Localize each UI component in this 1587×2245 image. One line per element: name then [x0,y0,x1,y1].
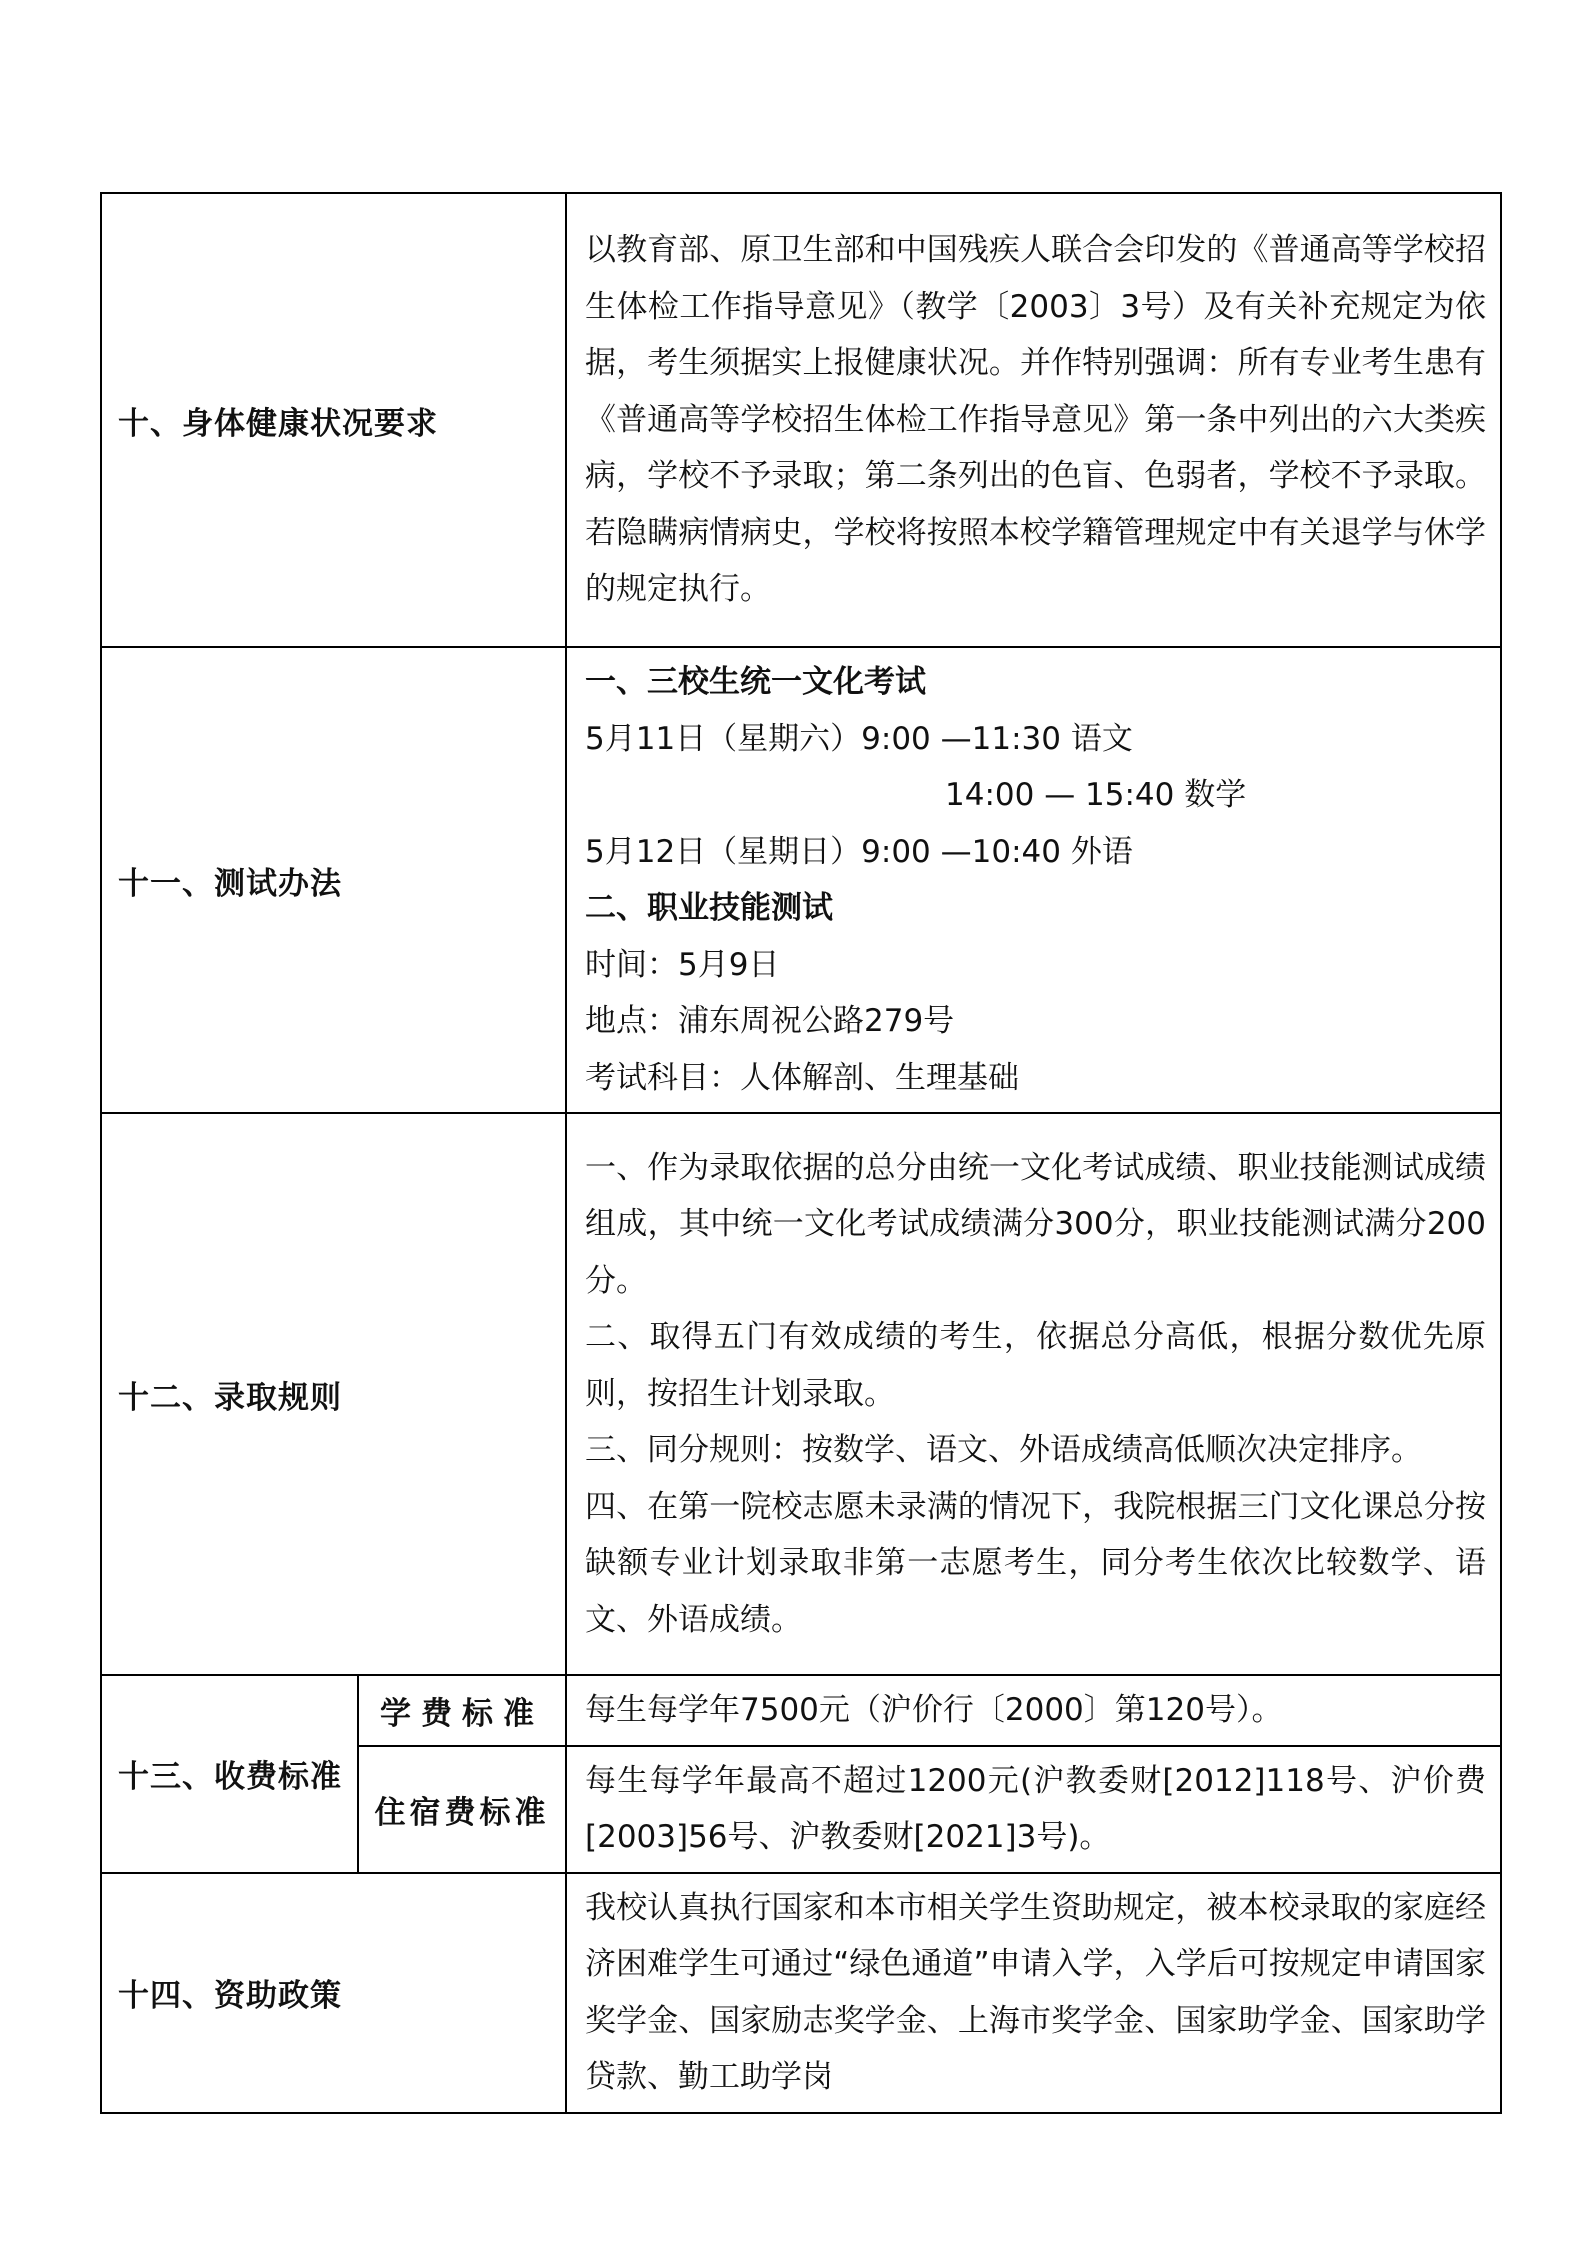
exam-schedule-line-1: 5月11日（星期六）9:00 —11:30 语文 [585,720,1133,757]
aid-policy-row [101,1873,1501,2113]
exam-schedule-line-2: 14:00 — 15:40 数学 [945,777,1247,813]
fees-row-tuition [101,1675,1501,1746]
skill-test-time: 时间：5月9日 [585,946,780,983]
lodging-value: 每生每学年最高不超过1200元(沪教委财[2012]118号、沪价费[2003]56号、沪教委财[2021]3号)。 [585,1762,1486,1855]
lodging-label: 住宿费标准 [358,1746,566,1873]
tuition-label: 学费标准 [358,1675,566,1746]
admission-rule-1: 一、作为录取依据的总分由统一文化考试成绩、职业技能测试成绩组成，其中统一文化考试成绩满分300分，职业技能测试满分200分。 [585,1149,1486,1299]
test-method-label: 十一、测试办法 [101,647,566,1113]
admission-rules-label: 十二、录取规则 [101,1113,566,1675]
fees-label: 十三、收费标准 [101,1675,358,1873]
admission-rule-4: 四、在第一院校志愿未录满的情况下，我院根据三门文化课总分按缺额专业计划录取非第一志愿考生，同分考生依次比较数学、语文、外语成绩。 [585,1488,1486,1638]
exam-schedule-line-3: 5月12日（星期日）9:00 —10:40 外语 [585,833,1133,870]
skill-test-subjects: 考试科目：人体解剖、生理基础 [585,1059,1019,1096]
test-method-content [566,647,1501,1113]
test-method-row [101,647,1501,1113]
skill-test-place: 地点：浦东周祝公路279号 [585,1003,955,1039]
tuition-value-cell [566,1675,1501,1746]
unified-exam-heading: 一、三校生统一文化考试 [585,664,926,700]
admission-rules-row [101,1113,1501,1675]
lodging-value-cell [566,1746,1501,1873]
health-requirements-text: 以教育部、原卫生部和中国残疾人联合会印发的《普通高等学校招生体检工作指导意见》（教学〔2003〕3号）及有关补充规定为依据，考生须据实上报健康状况。并作特别强调：所有专业考生患有《普通高等学校招生体检工作指导意见》第一条中列出的六大类疾病，学校不予录取；第二条列出的色盲、色弱者，学校不予录取。若隐瞒病情病史，学校将按照本校学籍管理规定中有关退学与休学的规定执行。 [585,232,1486,608]
aid-policy-text: 我校认真执行国家和本市相关学生资助规定，被本校录取的家庭经济困难学生可通过“绿色通道”申请入学，入学后可按规定申请国家奖学金、国家励志奖学金、上海市奖学金、国家助学金、国家助学贷款、勤工助学岗 [585,1889,1486,2095]
aid-policy-content [566,1873,1501,2113]
admission-rule-3: 三、同分规则：按数学、语文、外语成绩高低顺次决定排序。 [585,1432,1422,1469]
skill-test-heading: 二、职业技能测试 [585,890,833,926]
health-requirements-content [566,193,1501,647]
health-requirements-label: 十、身体健康状况要求 [101,193,566,647]
admission-rule-2: 二、取得五门有效成绩的考生，依据总分高低，根据分数优先原则，按招生计划录取。 [585,1319,1486,1412]
aid-policy-label: 十四、资助政策 [101,1873,566,2113]
tuition-value: 每生每学年7500元（沪价行〔2000〕第120号）。 [585,1692,1283,1728]
admission-rules-table [100,192,1502,2114]
admission-rules-content [566,1113,1501,1675]
health-requirements-row [101,193,1501,647]
